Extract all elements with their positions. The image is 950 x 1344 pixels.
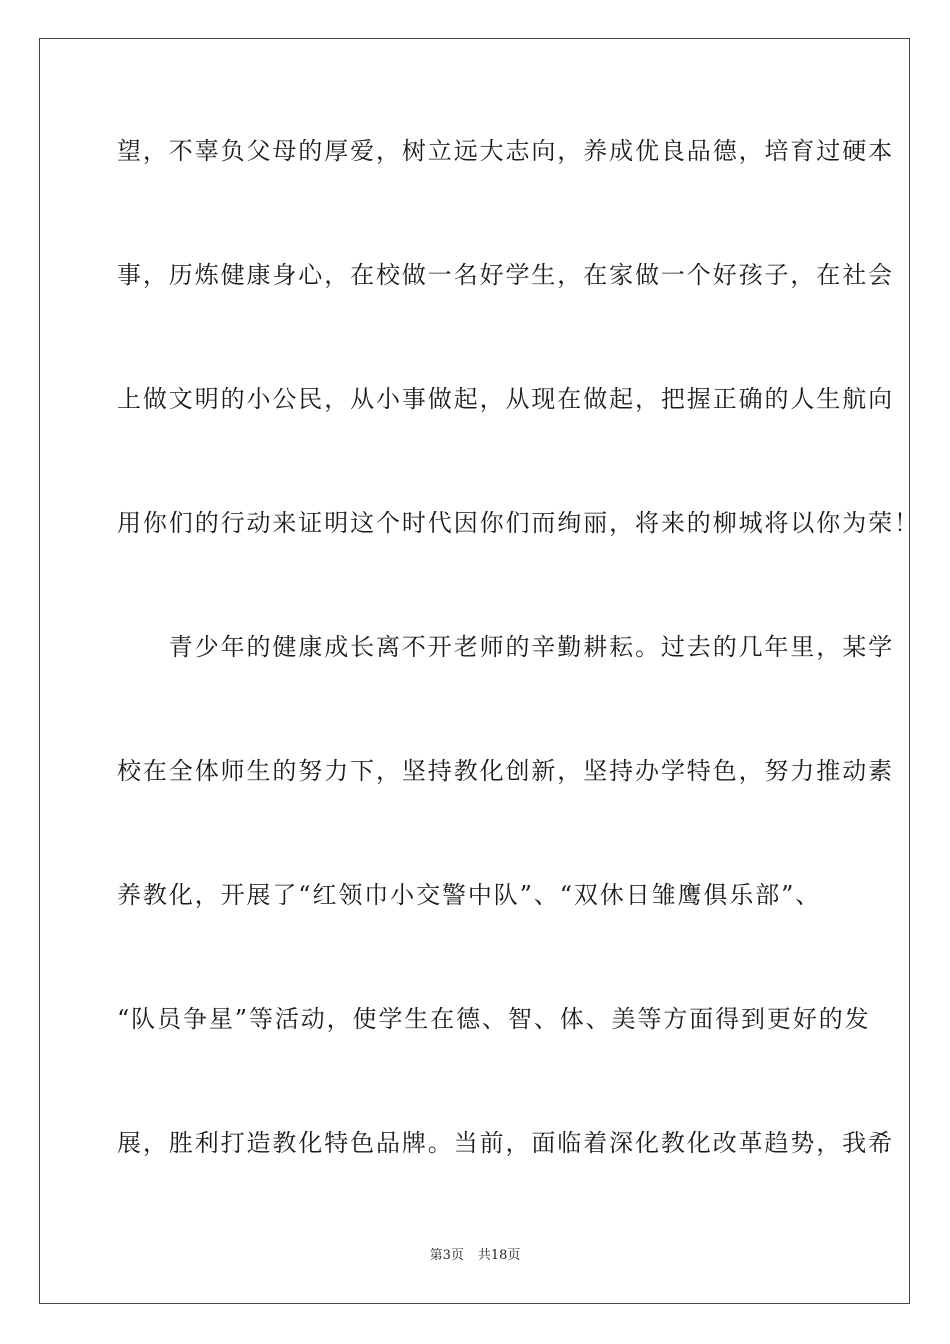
text-line-2: 事，历炼健康身心，在校做一名好学生，在家做一个好孩子，在社会 [117,261,894,289]
text-line-1: 望，不辜负父母的厚爱，树立远大志向，养成优良品德，培育过硬本 [117,137,894,165]
page-number-current: 第3页 [429,1248,464,1263]
text-line-6: 校在全体师生的努力下，坚持教化创新，坚持办学特色，努力推动素 [117,757,894,785]
page-number-total: 共18页 [477,1248,521,1263]
text-line-8: “队员争星”等活动，使学生在德、智、体、美等方面得到更好的发 [117,1005,871,1033]
text-line-4: 用你们的行动来证明这个时代因你们而绚丽，将来的柳城将以你为荣！ [117,509,920,537]
text-line-5: 青少年的健康成长离不开老师的辛勤耕耘。过去的几年里，某学 [117,633,894,661]
page-border [39,38,920,1304]
text-line-3: 上做文明的小公民，从小事做起，从现在做起，把握正确的人生航向 [117,385,894,413]
page-footer [0,1247,950,1265]
text-line-7: 养教化，开展了“红领巾小交警中队”、“双休日雏鹰俱乐部”、 [117,881,822,909]
text-line-9: 展，胜利打造教化特色品牌。当前，面临着深化教化改革趋势，我希 [117,1129,894,1157]
